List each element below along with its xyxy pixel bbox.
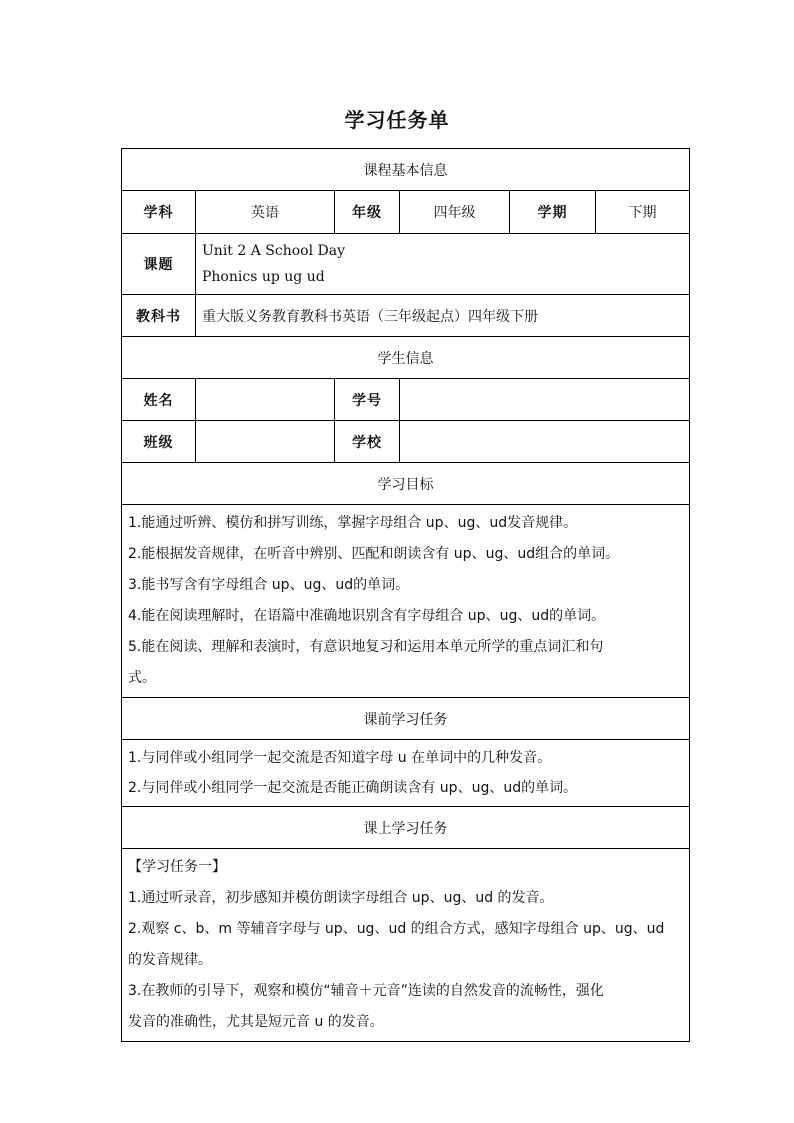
topic-line-1: Unit 2 A School Day — [202, 243, 346, 259]
course-basics-row — [122, 191, 690, 234]
term-label: 学期 — [510, 191, 596, 234]
textbook-label: 教科书 — [122, 295, 196, 337]
name-field[interactable] — [196, 379, 335, 421]
objective-item: 5.能在阅读、理解和表演时，有意识地复习和运用本单元所学的重点词汇和句 — [128, 639, 604, 655]
topic-line-2: Phonics up ug ud — [202, 269, 325, 285]
in-class-item: 1.通过听录音，初步感知并模仿朗读字母组合 up、ug、ud 的发音。 — [128, 890, 554, 906]
pre-class-item: 2.与同伴或小组同学一起交流是否能正确朗读含有 up、ug、ud的单词。 — [128, 780, 578, 796]
objective-item-continued: 式。 — [128, 670, 156, 686]
objective-item: 4.能在阅读理解时，在语篇中准确地识别含有字母组合 up、ug、ud的单词。 — [128, 608, 606, 624]
in-class-header: 课上学习任务 — [122, 807, 690, 849]
student-id-label: 学号 — [335, 379, 400, 421]
in-class-header-row — [122, 807, 690, 849]
objective-item: 2.能根据发音规律，在听音中辨别、匹配和朗读含有 up、ug、ud组合的单词。 — [128, 546, 620, 562]
in-class-row — [122, 849, 690, 1042]
subject-value: 英语 — [196, 191, 335, 234]
in-class-item: 2.观察 c、b、m 等辅音字母与 up、ug、ud 的组合方式，感知字母组合 up、ug、ud — [128, 921, 665, 937]
textbook-row — [122, 295, 690, 337]
task-heading: 【学习任务一】 — [128, 859, 226, 875]
objectives-header: 学习目标 — [122, 463, 690, 505]
in-class-item-continued: 发音的准确性，尤其是短元音 u 的发音。 — [128, 1014, 384, 1030]
objective-item: 3.能书写含有字母组合 up、ug、ud的单词。 — [128, 577, 410, 593]
school-label: 学校 — [335, 421, 400, 463]
student-class-row — [122, 421, 690, 463]
grade-label: 年级 — [335, 191, 400, 234]
school-field[interactable] — [400, 421, 690, 463]
student-id-field[interactable] — [400, 379, 690, 421]
pre-class-header-row — [122, 698, 690, 740]
objectives-row — [122, 505, 690, 698]
student-info-header-row — [122, 337, 690, 379]
class-label: 班级 — [122, 421, 196, 463]
in-class-item: 3.在教师的引导下，观察和模仿“辅音＋元音”连读的自然发音的流畅性，强化 — [128, 983, 604, 999]
textbook-value: 重大版义务教育教科书英语（三年级起点）四年级下册 — [196, 295, 690, 337]
pre-class-item: 1.与同伴或小组同学一起交流是否知道字母 u 在单词中的几种发音。 — [128, 750, 552, 766]
name-label: 姓名 — [122, 379, 196, 421]
course-info-header-row — [122, 149, 690, 191]
page-title: 学习任务单 — [344, 108, 450, 132]
task-sheet-table — [121, 148, 690, 1042]
student-info-header: 学生信息 — [122, 337, 690, 379]
term-value: 下期 — [596, 191, 690, 234]
class-field[interactable] — [196, 421, 335, 463]
topic-value — [196, 234, 690, 295]
course-info-header: 课程基本信息 — [122, 149, 690, 191]
pre-class-header: 课前学习任务 — [122, 698, 690, 740]
topic-label: 课题 — [122, 234, 196, 295]
objectives-list — [122, 505, 690, 698]
objectives-header-row — [122, 463, 690, 505]
in-class-list — [122, 849, 690, 1042]
objective-item: 1.能通过听辨、模仿和拼写训练，掌握字母组合 up、ug、ud发音规律。 — [128, 515, 578, 531]
student-name-row — [122, 379, 690, 421]
in-class-item-continued: 的发音规律。 — [128, 952, 212, 968]
pre-class-row — [122, 740, 690, 807]
topic-row — [122, 234, 690, 295]
grade-value: 四年级 — [400, 191, 510, 234]
pre-class-list — [122, 740, 690, 807]
subject-label: 学科 — [122, 191, 196, 234]
